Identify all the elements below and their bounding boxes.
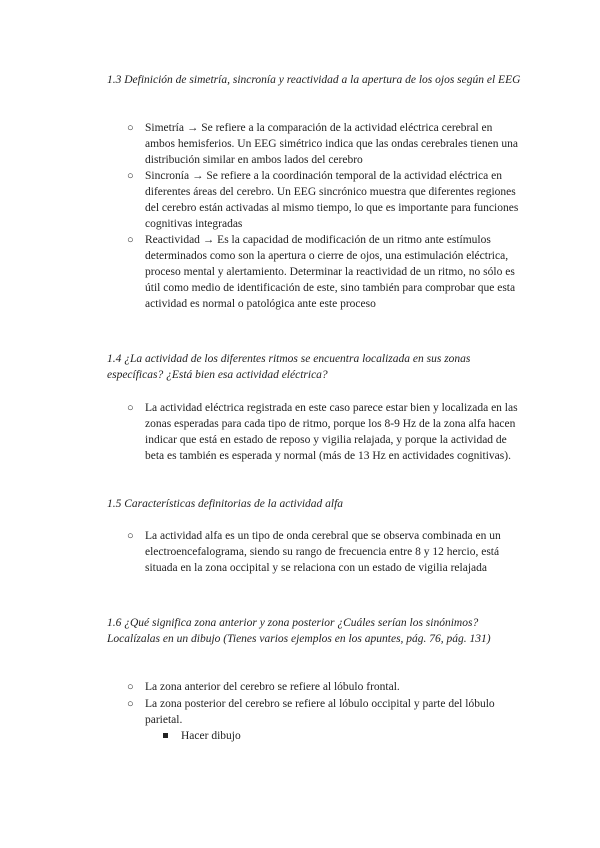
circle-bullet-icon: ○	[127, 698, 134, 710]
list-item-zona-posterior	[127, 696, 523, 728]
section-heading-1-4: 1.4 ¿La actividad de los diferentes ritmos se encuentra localizada en sus zonas específicas? ¿Está bien esa actividad eléctrica?	[107, 353, 471, 381]
list-item-text: La zona posterior del cerebro se refiere al lóbulo occipital y parte del lóbulo parietal.	[145, 698, 495, 726]
list-item-text: La actividad alfa es un tipo de onda cerebral que se observa combinada en un electroencefalograma, siendo su rango de frecuencia entre 8 y 12 hercio, está situada en la zona occipital y se relaciona con un estado de vigilia relajada	[145, 530, 501, 574]
circle-bullet-icon: ○	[127, 530, 134, 542]
list-item-text: Sincronía → Se refiere a la coordinación temporal de la actividad eléctrica en diferentes áreas del cerebro. Un EEG sincrónico muestra que diferentes regiones del cerebro están activadas al mismo tiempo, lo que es importante para funciones cognitivas integradas	[145, 170, 519, 230]
list-item-text: Simetría → Se refiere a la comparación de la actividad eléctrica cerebral en ambos hemisferios. Un EEG simétrico indica que las ondas cerebrales tienen una distribución similar en ambos lados del cerebro	[145, 122, 518, 166]
sub-list-item-text: Hacer dibujo	[181, 730, 241, 742]
list-item-text: La zona anterior del cerebro se refiere al lóbulo frontal.	[145, 681, 400, 693]
list-item-sincronia	[127, 168, 523, 232]
list-item-actividad-alfa	[127, 528, 523, 576]
circle-bullet-icon: ○	[127, 681, 134, 693]
circle-bullet-icon: ○	[127, 234, 134, 246]
section-heading-1-5: 1.5 Características definitorias de la actividad alfa	[107, 498, 344, 510]
circle-bullet-icon: ○	[127, 170, 134, 182]
circle-bullet-icon: ○	[127, 122, 134, 134]
list-item-reactividad	[127, 232, 523, 312]
square-bullet-icon	[163, 733, 168, 738]
circle-bullet-icon: ○	[127, 402, 134, 414]
list-item-simetria	[127, 120, 523, 168]
sub-list-item-hacer-dibujo	[181, 728, 521, 744]
list-item-text: La actividad eléctrica registrada en este caso parece estar bien y localizada en las zonas esperadas para cada tipo de ritmo, porque los 8-9 Hz de la zona alfa hacen indicar que está en estado de reposo y vigilia relajada, y porque la actividad de beta es también es esperada y normal (más de 13 Hz en actividades cognitivas).	[145, 402, 518, 462]
section-heading-1-3: 1.3 Definición de simetría, sincronía y reactividad a la apertura de los ojos según el EEG	[107, 74, 521, 86]
list-item-zona-anterior	[127, 679, 523, 695]
list-item-actividad-electrica	[127, 400, 523, 464]
section-heading-1-6: 1.6 ¿Qué significa zona anterior y zona posterior ¿Cuáles serían los sinónimos? Localízalas en un dibujo (Tienes varios ejemplos en los apuntes, pág. 76, pág. 131)	[107, 617, 491, 645]
list-item-text: Reactividad → Es la capacidad de modificación de un ritmo ante estímulos determinados como son la apertura o cierre de ojos, una estimulación eléctrica, proceso mental y alertamiento. Determinar la reactividad de un ritmo, no sólo es útil como medio de identificación de este, sino también para comprobar que esta actividad es normal o patológica ante este proceso	[145, 234, 516, 310]
